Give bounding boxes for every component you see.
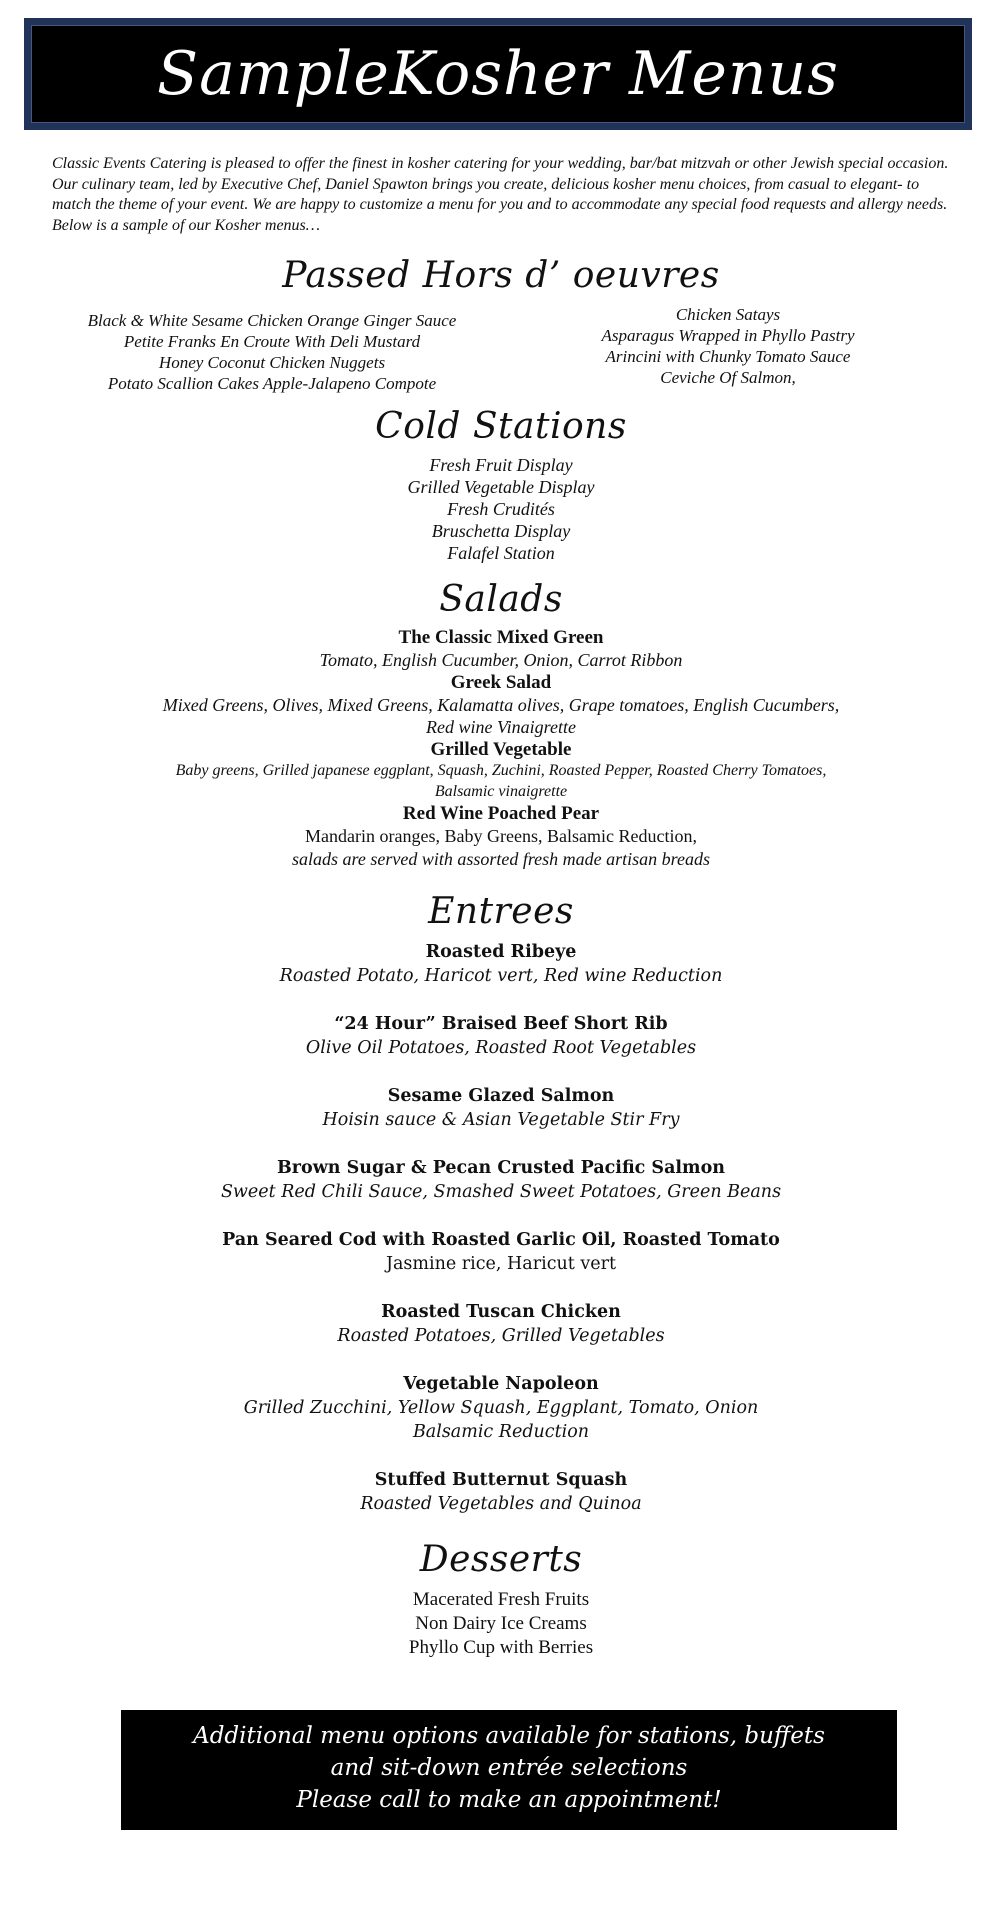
entree-item	[0, 1228, 1002, 1276]
salad-name: The Classic Mixed Green	[398, 627, 604, 648]
salad-name: Greek Salad	[450, 672, 552, 693]
list-item: Honey Coconut Chicken Nuggets	[158, 353, 386, 372]
list-item: Ceviche Of Salmon,	[660, 368, 796, 387]
entrees-heading: Entrees	[428, 891, 574, 932]
salad-description: Tomato, English Cucumber, Onion, Carrot Ribbon	[319, 650, 683, 670]
entree-name: Sesame Glazed Salmon	[387, 1086, 615, 1106]
salad-description: Mandarin oranges, Baby Greens, Balsamic Reduction,	[305, 826, 697, 846]
salad-description: Mixed Greens, Olives, Mixed Greens, Kalamatta olives, Grape tomatoes, English Cucumbers,	[162, 695, 840, 715]
footer-line: Additional menu options available for stations, buffets	[193, 1723, 825, 1749]
entree-item	[0, 940, 1002, 988]
page-title: SampleKosher Menus	[157, 39, 839, 109]
desserts-list	[0, 1588, 1002, 1660]
footer-line: and sit-down entrée selections	[330, 1755, 688, 1781]
salads-note: salads are served with assorted fresh made artisan breads	[292, 849, 710, 869]
intro-paragraph: Classic Events Catering is pleased to offer the finest in kosher catering for your wedding, bar/bat mitzvah or other Jewish special occasion. Our culinary team, led by Executive Chef, Daniel Spawton brings you create, delicious kosher menu choices, from casual to elegant- to match the theme of your event. We are happy to customize a menu for you and to accommodate any special food requests and allergy needs. Below is a sample of our Kosher menus…	[52, 155, 949, 234]
salad-description: Balsamic vinaigrette	[434, 782, 568, 800]
hors-doeuvres-heading: Passed Hors d’ oeuvres	[282, 255, 720, 296]
desserts-heading: Desserts	[419, 1539, 583, 1580]
list-item: Grilled Vegetable Display	[407, 477, 595, 497]
entree-item	[0, 1300, 1002, 1348]
entree-item	[0, 1012, 1002, 1060]
entree-name: Roasted Tuscan Chicken	[381, 1302, 621, 1322]
salad-description: Red wine Vinaigrette	[426, 717, 576, 737]
list-item: Asparagus Wrapped in Phyllo Pastry	[601, 326, 855, 345]
entree-description: Balsamic Reduction	[412, 1422, 590, 1442]
footer-banner	[121, 1710, 897, 1830]
title-banner-inner	[31, 25, 965, 123]
title-banner	[24, 18, 972, 130]
entree-name: Vegetable Napoleon	[403, 1374, 599, 1394]
list-item: Potato Scallion Cakes Apple-Jalapeno Compote	[107, 374, 437, 393]
entree-description: Sweet Red Chili Sauce, Smashed Sweet Potatoes, Green Beans	[220, 1182, 782, 1202]
entree-name: Brown Sugar & Pecan Crusted Pacific Salmon	[277, 1158, 725, 1178]
list-item: Falafel Station	[447, 543, 555, 563]
entree-name: Roasted Ribeye	[425, 942, 577, 962]
cold-stations-list	[0, 454, 1002, 564]
list-item: Macerated Fresh Fruits	[412, 1589, 590, 1610]
entree-item	[0, 1156, 1002, 1204]
cold-stations-heading: Cold Stations	[375, 406, 627, 447]
entree-description: Roasted Potatoes, Grilled Vegetables	[337, 1326, 665, 1346]
list-item: Arincini with Chunky Tomato Sauce	[605, 347, 851, 366]
entree-description: Roasted Potato, Haricot vert, Red wine Reduction	[279, 966, 723, 986]
entree-item	[0, 1372, 1002, 1444]
entree-name: Pan Seared Cod with Roasted Garlic Oil, Roasted Tomato	[222, 1230, 780, 1250]
entree-description: Olive Oil Potatoes, Roasted Root Vegetables	[305, 1038, 697, 1058]
hors-doeuvres-left-list	[52, 310, 492, 394]
list-item: Black & White Sesame Chicken Orange Ginger Sauce	[87, 311, 457, 330]
list-item: Bruschetta Display	[431, 521, 571, 541]
salad-name: Grilled Vegetable	[430, 739, 572, 760]
list-item: Petite Franks En Croute With Deli Mustard	[123, 332, 421, 351]
entree-description: Roasted Vegetables and Quinoa	[360, 1494, 642, 1514]
entrees-list	[0, 940, 1002, 1540]
salads-list	[0, 626, 1002, 871]
hors-doeuvres-right-list	[548, 304, 908, 388]
salad-description: Baby greens, Grilled japanese eggplant, Squash, Zuchini, Roasted Pepper, Roasted Cherry Tomatoes,	[175, 762, 827, 779]
salads-heading: Salads	[439, 579, 563, 620]
list-item: Fresh Crudités	[447, 499, 555, 519]
entree-item	[0, 1084, 1002, 1132]
entree-name: “24 Hour” Braised Beef Short Rib	[334, 1014, 668, 1034]
entree-item	[0, 1468, 1002, 1516]
entree-description: Jasmine rice, Haricut vert	[385, 1254, 617, 1274]
salad-name: Red Wine Poached Pear	[402, 803, 600, 824]
list-item: Fresh Fruit Display	[429, 455, 573, 475]
entree-name: Stuffed Butternut Squash	[374, 1470, 628, 1490]
list-item: Phyllo Cup with Berries	[408, 1637, 594, 1658]
entree-description: Hoisin sauce & Asian Vegetable Stir Fry	[322, 1110, 680, 1130]
entree-description: Grilled Zucchini, Yellow Squash, Eggplant, Tomato, Onion	[243, 1398, 759, 1418]
list-item: Chicken Satays	[675, 305, 781, 324]
list-item: Non Dairy Ice Creams	[415, 1613, 587, 1634]
footer-line: Please call to make an appointment!	[296, 1787, 722, 1813]
